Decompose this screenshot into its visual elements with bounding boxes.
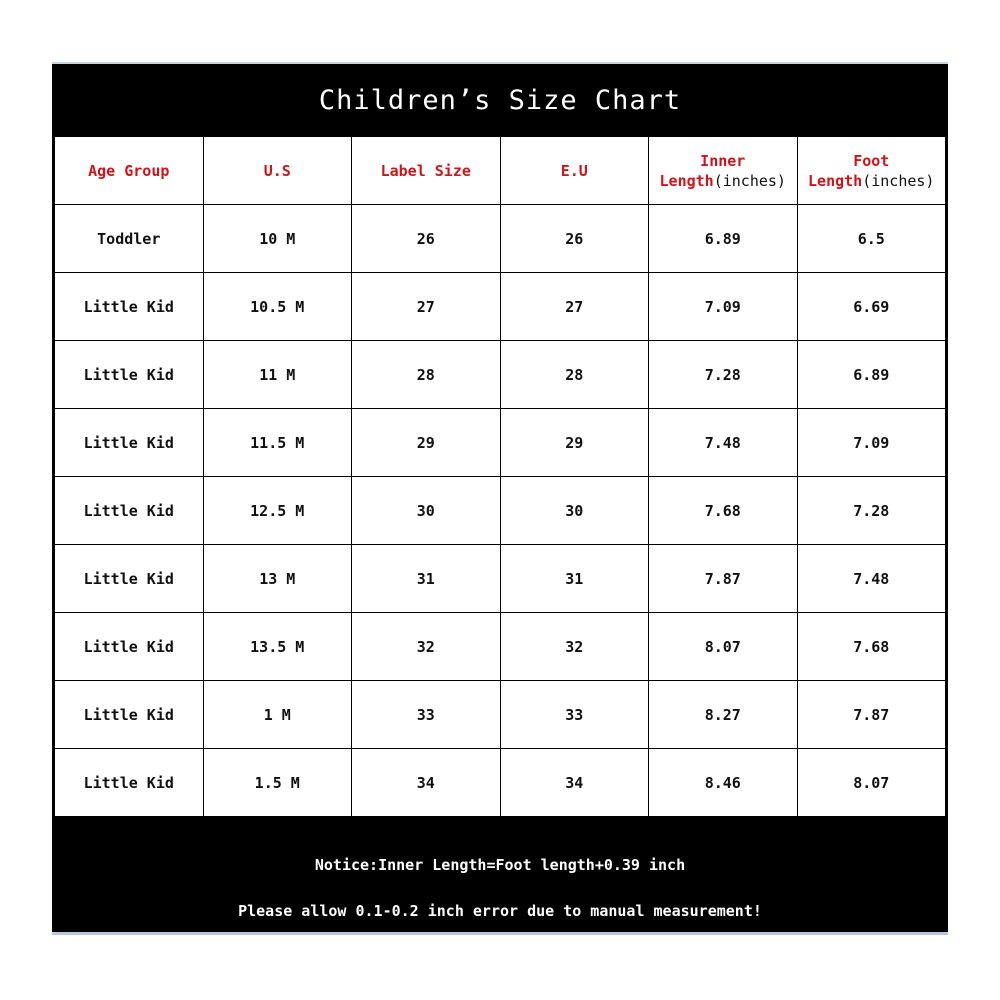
cell-label-size: 34: [352, 749, 501, 817]
cell-label-size: 32: [352, 613, 501, 681]
cell-label-size: 30: [352, 477, 501, 545]
table-row: [55, 477, 946, 545]
table-header-row: [55, 137, 946, 205]
cell-us: 12.5 M: [203, 477, 352, 545]
cell-foot-length: 6.69: [797, 273, 946, 341]
notice-text: Notice:Inner Length=Foot length+0.39 inch: [314, 856, 686, 874]
table-row: [55, 545, 946, 613]
cell-eu: 29: [500, 409, 649, 477]
cell-inner-length: 7.87: [649, 545, 798, 613]
cell-foot-length: 7.09: [797, 409, 946, 477]
table-row: [55, 273, 946, 341]
header-foot-top: Foot: [853, 151, 890, 170]
table-row: [55, 749, 946, 817]
header-inner-bottom-line: [649, 171, 797, 191]
cell-foot-length: 7.87: [797, 681, 946, 749]
cell-age-group: Little Kid: [55, 749, 204, 817]
cell-eu: 33: [500, 681, 649, 749]
cell-eu: 32: [500, 613, 649, 681]
table-row: [55, 681, 946, 749]
cell-inner-length: 8.46: [649, 749, 798, 817]
cell-age-group: Little Kid: [55, 341, 204, 409]
table-body: [55, 205, 946, 817]
cell-inner-length: 7.09: [649, 273, 798, 341]
cell-eu: 34: [500, 749, 649, 817]
cell-label-size: 28: [352, 341, 501, 409]
table-row: [55, 613, 946, 681]
header-inner-bottom: Length: [659, 171, 714, 190]
cell-age-group: Little Kid: [55, 613, 204, 681]
cell-age-group: Little Kid: [55, 681, 204, 749]
table-row: [55, 205, 946, 273]
cell-eu: 27: [500, 273, 649, 341]
cell-us: 11.5 M: [203, 409, 352, 477]
cell-age-group: Little Kid: [55, 273, 204, 341]
cell-label-size: 31: [352, 545, 501, 613]
cell-inner-length: 8.27: [649, 681, 798, 749]
cell-foot-length: 7.68: [797, 613, 946, 681]
cell-foot-length: 6.89: [797, 341, 946, 409]
cell-us: 1.5 M: [203, 749, 352, 817]
cell-eu: 31: [500, 545, 649, 613]
cell-age-group: Little Kid: [55, 477, 204, 545]
cell-label-size: 26: [352, 205, 501, 273]
header-eu: E.U: [500, 137, 649, 205]
header-age-group: Age Group: [55, 137, 204, 205]
cell-inner-length: 8.07: [649, 613, 798, 681]
cell-label-size: 33: [352, 681, 501, 749]
cell-label-size: 29: [352, 409, 501, 477]
page-title: Children’s Size Chart: [318, 84, 682, 116]
cell-foot-length: 8.07: [797, 749, 946, 817]
cell-us: 13 M: [203, 545, 352, 613]
size-table: [54, 136, 946, 817]
size-chart: [52, 62, 948, 935]
header-inner-top: Inner: [700, 151, 746, 170]
header-foot-length: [797, 137, 946, 205]
cell-us: 13.5 M: [203, 613, 352, 681]
cell-foot-length: 7.48: [797, 545, 946, 613]
cell-label-size: 27: [352, 273, 501, 341]
cell-inner-length: 7.48: [649, 409, 798, 477]
cell-foot-length: 6.5: [797, 205, 946, 273]
cell-age-group: Little Kid: [55, 409, 204, 477]
cell-eu: 26: [500, 205, 649, 273]
cell-us: 1 M: [203, 681, 352, 749]
header-us: U.S: [203, 137, 352, 205]
header-inner-unit: (inches): [713, 171, 786, 190]
cell-inner-length: 7.68: [649, 477, 798, 545]
table-row: [55, 409, 946, 477]
footer-notice: [52, 830, 948, 934]
header-inner-length: [649, 137, 798, 205]
title-banner: [52, 64, 948, 136]
cell-us: 10.5 M: [203, 273, 352, 341]
cell-inner-length: 7.28: [649, 341, 798, 409]
cell-age-group: Toddler: [55, 205, 204, 273]
cell-eu: 30: [500, 477, 649, 545]
cell-age-group: Little Kid: [55, 545, 204, 613]
cell-foot-length: 7.28: [797, 477, 946, 545]
header-foot-bottom: Length: [808, 171, 863, 190]
table-row: [55, 341, 946, 409]
header-foot-bottom-line: [798, 171, 946, 191]
cell-us: 11 M: [203, 341, 352, 409]
cell-us: 10 M: [203, 205, 352, 273]
cell-inner-length: 6.89: [649, 205, 798, 273]
error-text: Please allow 0.1-0.2 inch error due to manual measurement!: [238, 902, 762, 920]
header-foot-unit: (inches): [862, 171, 935, 190]
header-label-size: Label Size: [352, 137, 501, 205]
cell-eu: 28: [500, 341, 649, 409]
